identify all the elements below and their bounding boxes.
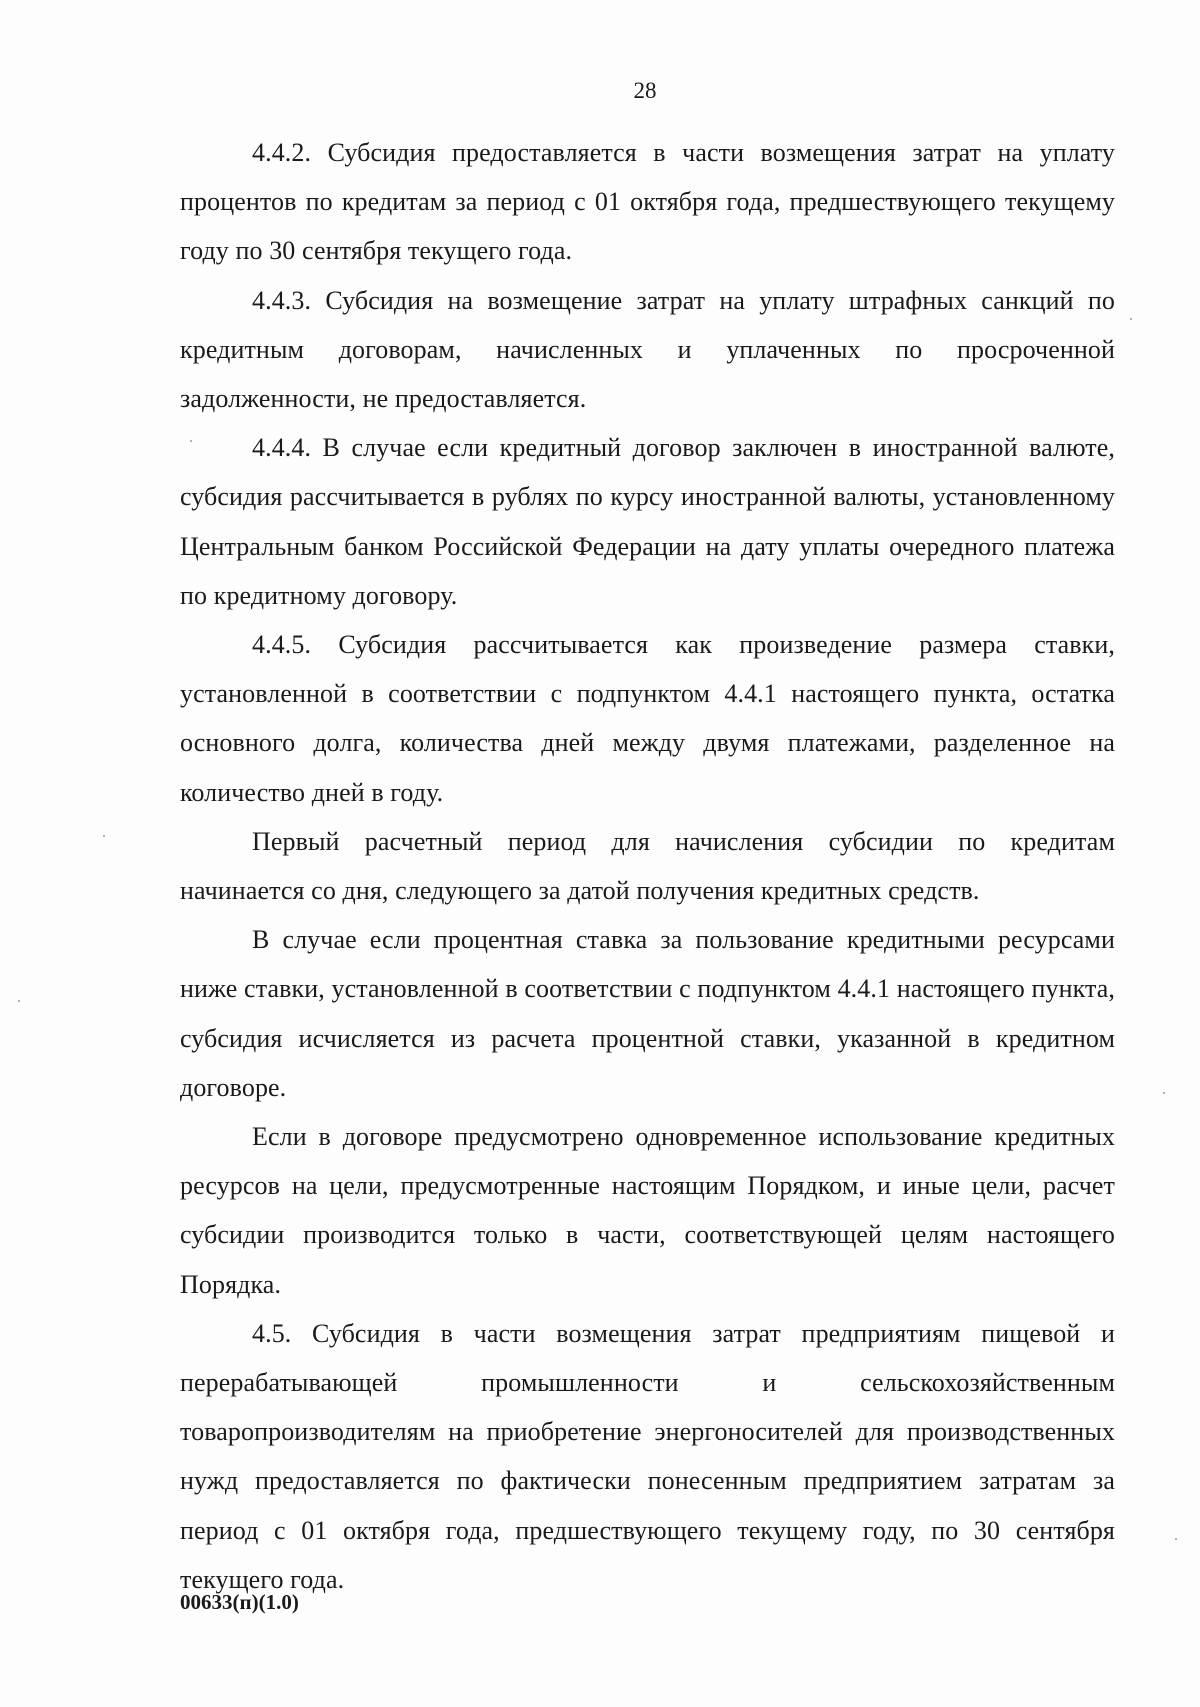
paragraph-4-4-3: 4.4.3. Субсидия на возмещение затрат на уплату штрафных санкций по кредитным договорам, начисленных и уплаченных по просроченной задолженности, не предоставляется.: [180, 285, 1115, 414]
paragraph-lower-rate: В случае если процентная ставка за пользование кредитными ресурсами ниже ставки, установленной в соответствии с подпунктом 4.4.1 настоящего пункта, субсидия исчисляется из расчета процентной ставки, указанной в кредитном договоре.: [180, 925, 1115, 1102]
paragraph-4-4-4: 4.4.4. В случае если кредитный договор заключен в иностранной валюте, субсидия рассчитывается в рублях по курсу иностранной валюты, установленному Центральным банком Российской Федерации на дату уплаты очередного платежа по кредитному договору.: [180, 433, 1115, 610]
document-body: [180, 128, 1115, 1604]
scan-speck: [1163, 1092, 1165, 1094]
page-number: 28: [633, 78, 657, 103]
scan-speck: [190, 440, 192, 442]
paragraph-4-5: 4.5. Субсидия в части возмещения затрат предприятиям пищевой и перерабатывающей промышленности и сельскохозяйственным товаропроизводителям на приобретение энергоносителей для производственных нужд предоставляется по фактически понесенным предприятием затратам за период с 01 октября года, предшествующего текущему году, по 30 сентября текущего года.: [180, 1318, 1115, 1594]
paragraph-first-period: Первый расчетный период для начисления субсидии по кредитам начинается со дня, следующего за датой получения кредитных средств.: [180, 826, 1115, 906]
paragraph-mixed-use: Если в договоре предусмотрено одновременное использование кредитных ресурсов на цели, предусмотренные настоящим Порядком, и иные цели, расчет субсидии производится только в части, соответствующей целям настоящего Порядка.: [180, 1122, 1115, 1299]
paragraph-4-4-2: 4.4.2. Субсидия предоставляется в части возмещения затрат на уплату процентов по кредитам за период с 01 октября года, предшествующего текущему году по 30 сентября текущего года.: [180, 138, 1115, 266]
scan-speck: [103, 835, 105, 837]
paragraph-4-4-5: 4.4.5. Субсидия рассчитывается как произведение размера ставки, установленной в соответствии с подпунктом 4.4.1 настоящего пункта, остатка основного долга, количества дней между двумя платежами, разделенное на количество дней в году.: [180, 630, 1115, 807]
scan-speck: [18, 1000, 20, 1002]
scan-speck: [1175, 1538, 1177, 1540]
document-code: 00633(п)(1.0): [180, 1590, 299, 1614]
scan-speck: [1130, 318, 1132, 320]
